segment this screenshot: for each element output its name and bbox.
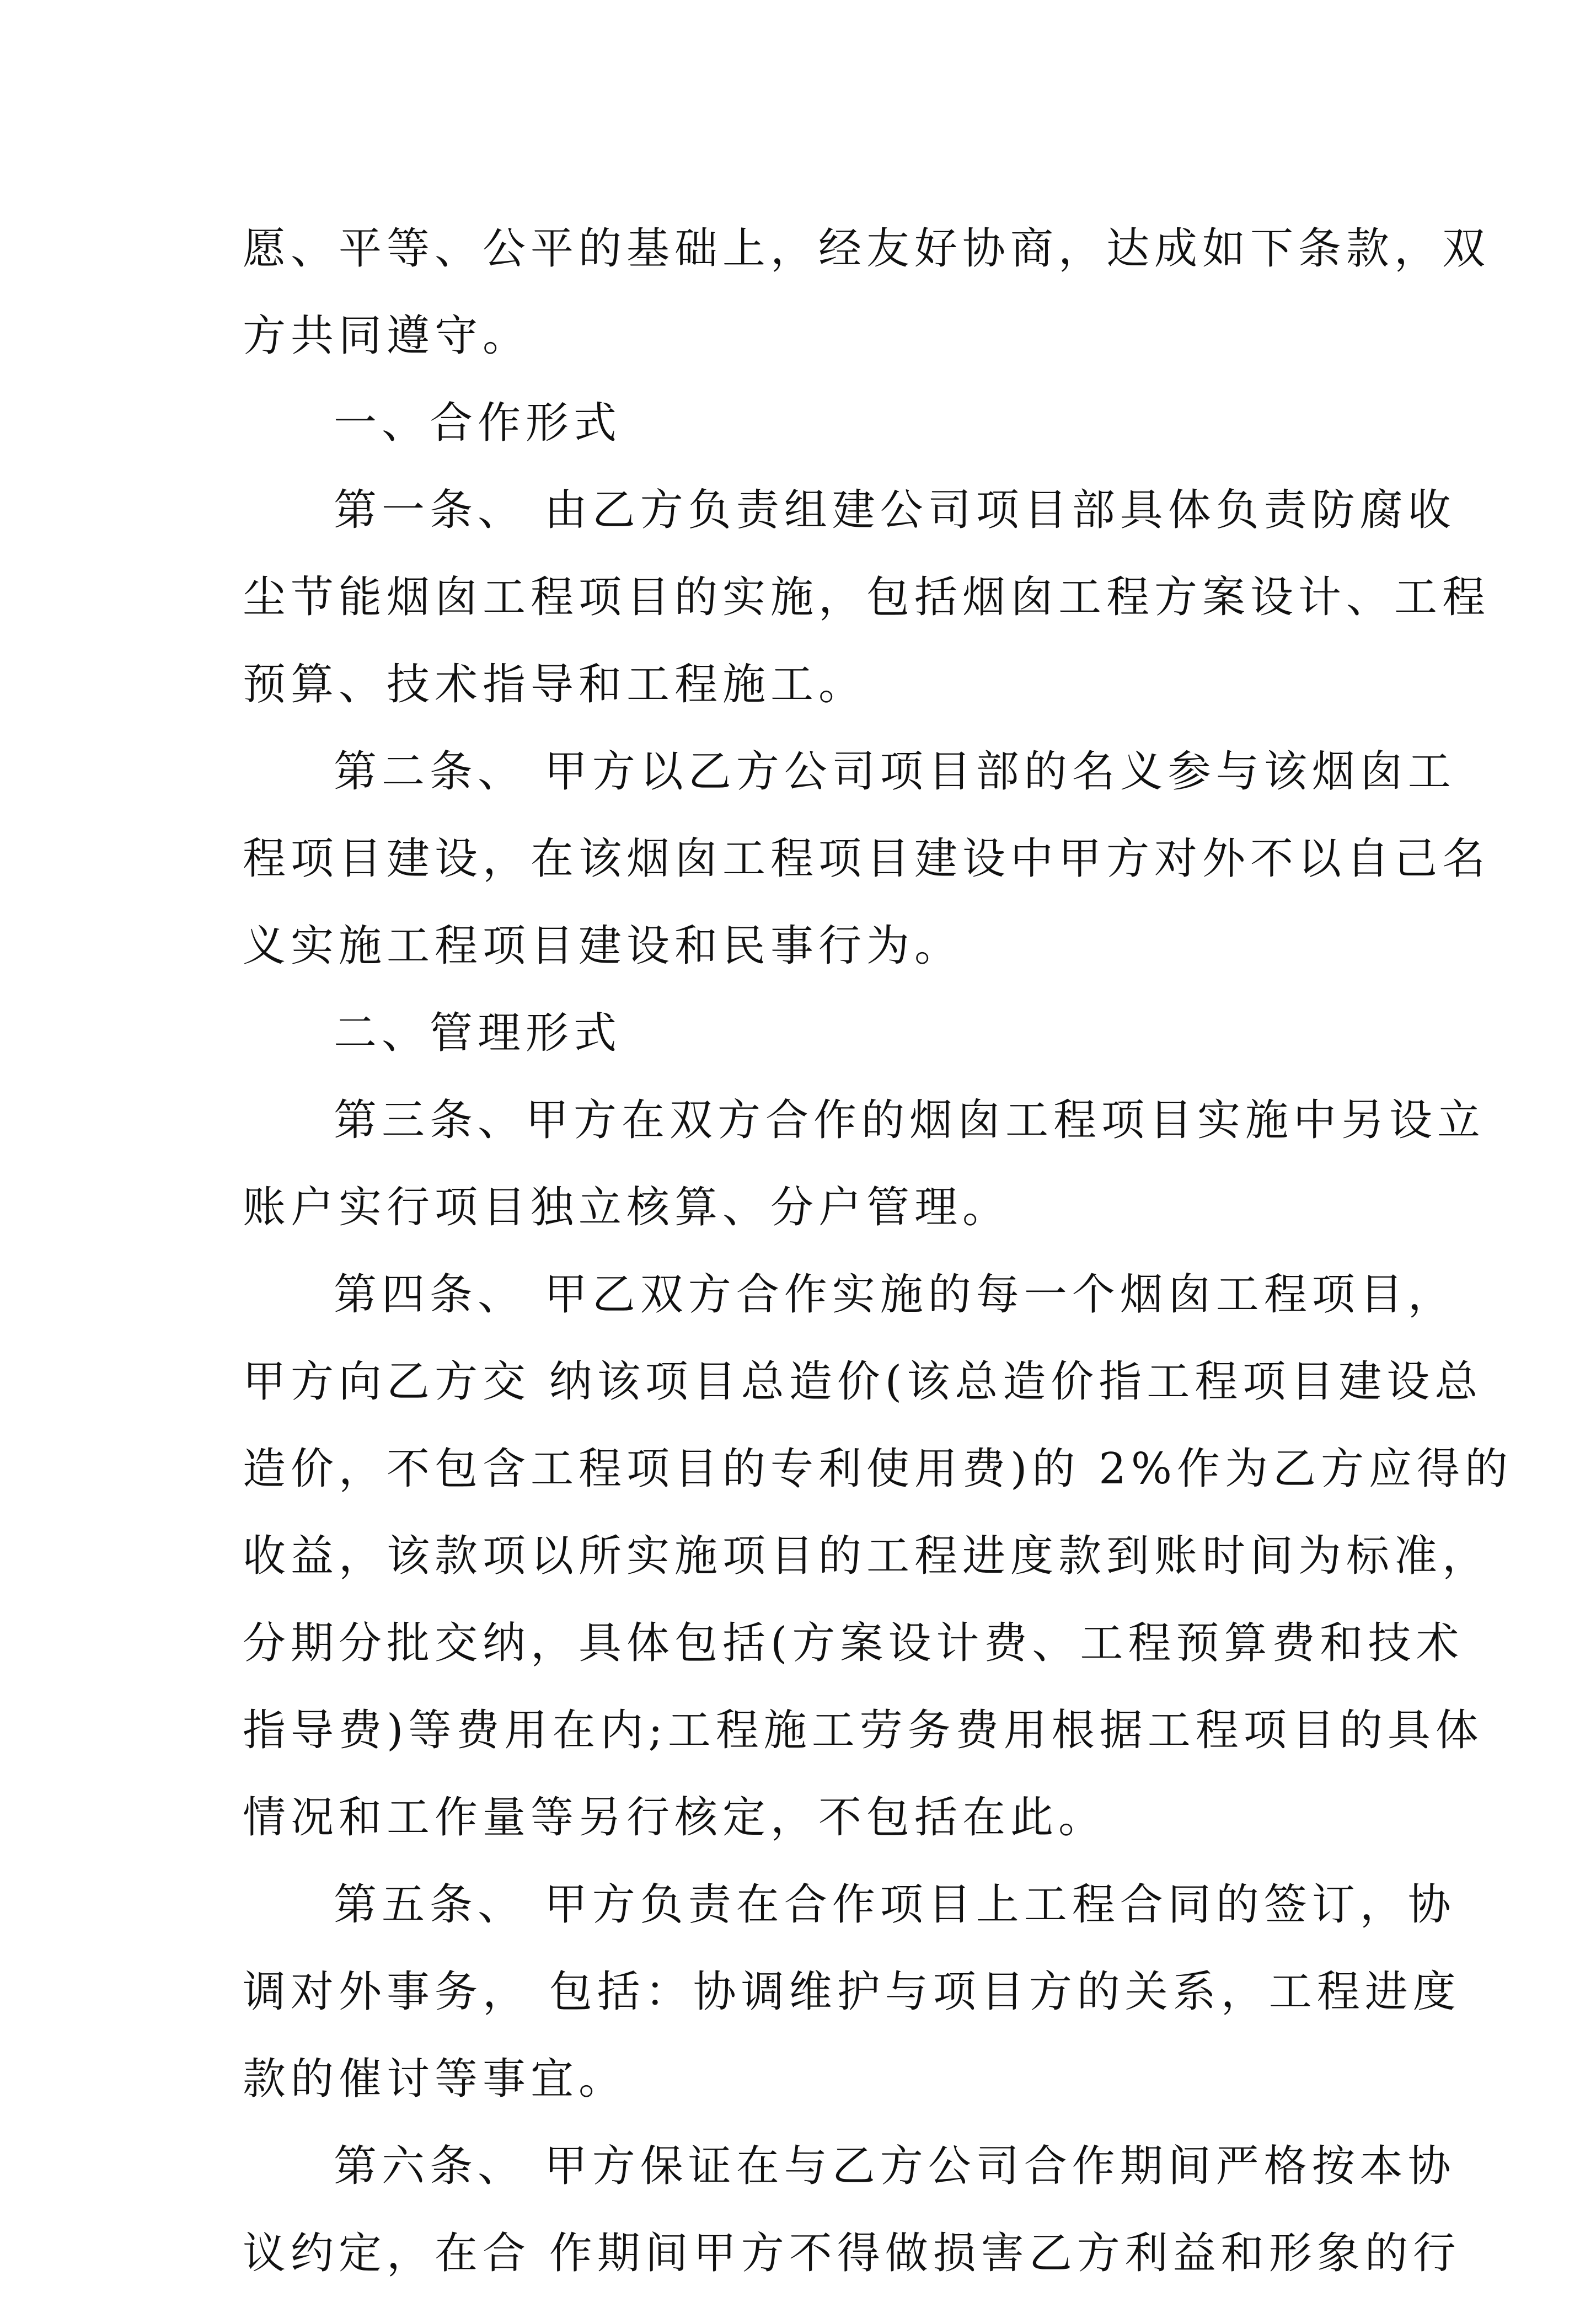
text-line: 第四条、 甲乙双方合作实施的每一个烟囱工程项目， <box>334 1270 1456 1320</box>
text-line: 账户实行项目独立核算、分户管理。 <box>243 1183 1011 1232</box>
text-line: 分期分批交纳，具体包括(方案设计费、工程预算费和技术 <box>243 1618 1464 1668</box>
text-line: 程项目建设，在该烟囱工程项目建设中甲方对外不以自己名 <box>243 834 1491 884</box>
text-line: 方共同遵守。 <box>243 311 531 361</box>
text-line: 第三条、甲方在双方合作的烟囱工程项目实施中另设立 <box>334 1096 1486 1145</box>
text-line: 指导费)等费用在内;工程施工劳务费用根据工程项目的具体 <box>243 1706 1483 1755</box>
text-line: 第五条、 甲方负责在合作项目上工程合同的签订，协 <box>334 1880 1456 1930</box>
text-line: 愿、平等、公平的基础上，经友好协商，达成如下条款，双 <box>243 224 1491 274</box>
document-body <box>243 205 1513 2297</box>
text-line: 甲方向乙方交 纳该项目总造价(该总造价指工程项目建设总 <box>243 1357 1483 1407</box>
text-line: 议约定，在合 作期间甲方不得做损害乙方利益和形象的行 <box>243 2229 1461 2278</box>
text-line: 预算、技术指导和工程施工。 <box>243 660 867 709</box>
text-line: 款的催讨等事宜。 <box>243 2054 627 2104</box>
text-line: 二、管理形式 <box>334 1008 622 1058</box>
text-line: 义实施工程项目建设和民事行为。 <box>243 921 963 971</box>
text-line: 第一条、 由乙方负责组建公司项目部具体负责防腐收 <box>334 485 1456 535</box>
text-line: 一、合作形式 <box>334 398 622 448</box>
text-line: 情况和工作量等另行核定，不包括在此。 <box>243 1793 1107 1842</box>
text-line: 造价，不包含工程项目的专利使用费)的 2%作为乙方应得的 <box>243 1444 1513 1494</box>
text-line: 第二条、 甲方以乙方公司项目部的名义参与该烟囱工 <box>334 747 1456 797</box>
text-line: 尘节能烟囱工程项目的实施，包括烟囱工程方案设计、工程 <box>243 573 1491 622</box>
text-line: 第六条、 甲方保证在与乙方公司合作期间严格按本协 <box>334 2141 1456 2191</box>
text-line: 收益，该款项以所实施项目的工程进度款到账时间为标准， <box>243 1531 1491 1581</box>
text-line: 调对外事务， 包括：协调维护与项目方的关系，工程进度 <box>243 1967 1461 2017</box>
